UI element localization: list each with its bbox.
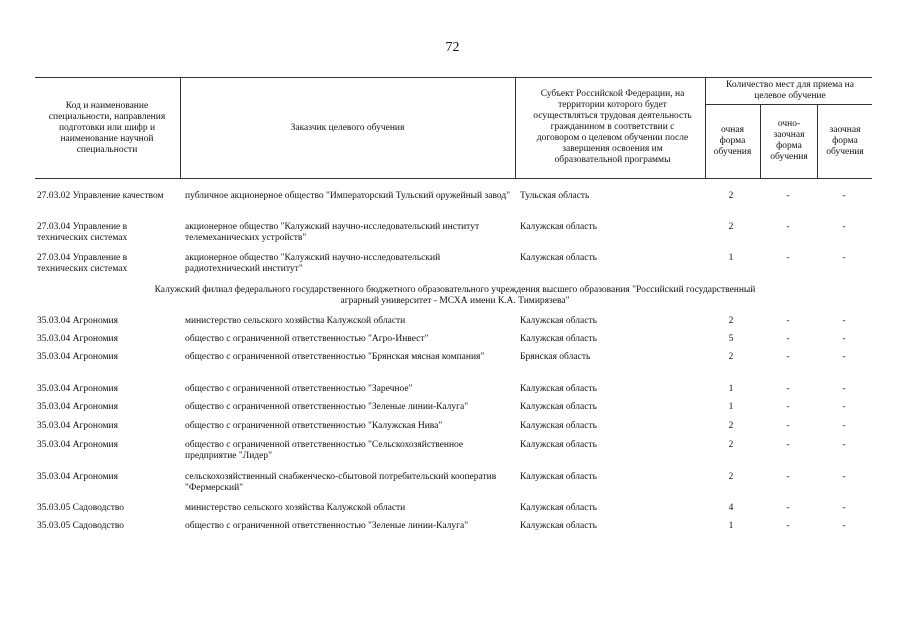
row-fulltime: 1 [728, 253, 734, 263]
row-extramural: - [842, 503, 846, 513]
row-extramural: - [842, 253, 846, 263]
row-mixed: - [786, 253, 790, 263]
row-fulltime: 4 [728, 503, 734, 513]
row-code: 35.03.04 Агрономия [37, 334, 119, 344]
header-extramural [819, 106, 871, 176]
row-fulltime: 2 [728, 421, 734, 431]
row-customer: общество с ограниченной ответственностью "Агро-Инвест" [185, 334, 429, 344]
header-code [37, 80, 177, 176]
row-extramural: - [842, 316, 846, 326]
header-code-text: Код и наименование специальности, направления подготовки или шифр и наименование научной специальности [48, 100, 166, 155]
header-divider [760, 104, 761, 178]
row-subject: Калужская область [520, 334, 597, 344]
row-customer: общество с ограниченной ответственностью "Калужская Нива" [185, 421, 443, 431]
row-extramural: - [842, 421, 846, 431]
row-subject: Калужская область [520, 440, 597, 450]
row-subject: Калужская область [520, 421, 597, 431]
row-fulltime: 2 [728, 352, 734, 362]
row-mixed: - [786, 384, 790, 394]
row-customer: акционерное общество "Калужский научно-исследовательский институт телемеханических устройств" [185, 222, 480, 243]
row-subject: Калужская область [520, 402, 597, 412]
row-mixed: - [786, 521, 790, 531]
row-mixed: - [786, 440, 790, 450]
row-mixed: - [786, 316, 790, 326]
row-fulltime: 1 [728, 521, 734, 531]
row-fulltime: 2 [728, 472, 734, 482]
row-customer: общество с ограниченной ответственностью "Заречное" [185, 384, 413, 394]
row-extramural: - [842, 402, 846, 412]
row-fulltime: 5 [728, 334, 734, 344]
header-subject [530, 78, 695, 177]
row-fulltime: 2 [728, 222, 734, 232]
header-divider [180, 77, 181, 178]
row-fulltime: 2 [728, 191, 734, 201]
row-extramural: - [842, 352, 846, 362]
header-places [715, 78, 865, 103]
places-sub-rule [705, 104, 872, 105]
row-customer: акционерное общество "Калужский научно-исследовательский радиотехнический институт" [185, 253, 441, 274]
row-customer: общество с ограниченной ответственностью "Сельскохозяйственное предприятие "Лидер" [185, 440, 464, 461]
row-mixed: - [786, 402, 790, 412]
row-customer: публичное акционерное общество "Императорский Тульский оружейный завод" [185, 191, 511, 201]
row-code: 35.03.05 Садоводство [37, 521, 125, 531]
row-customer: министерство сельского хозяйства Калужской области [185, 503, 406, 513]
row-extramural: - [842, 440, 846, 450]
row-subject: Калужская область [520, 253, 597, 263]
row-customer: министерство сельского хозяйства Калужской области [185, 316, 406, 326]
row-mixed: - [786, 191, 790, 201]
row-code: 35.03.04 Агрономия [37, 402, 119, 412]
row-subject: Калужская область [520, 222, 597, 232]
row-customer: общество с ограниченной ответственностью "Брянская мясная компания" [185, 352, 485, 362]
row-fulltime: 1 [728, 402, 734, 412]
row-code: 35.03.04 Агрономия [37, 352, 119, 362]
header-mixed [762, 106, 816, 176]
row-code: 35.03.04 Агрономия [37, 421, 119, 431]
row-mixed: - [786, 503, 790, 513]
row-code: 27.03.04 Управление в технических системах [37, 253, 128, 274]
section-title: Калужский филиал федерального государственного бюджетного образовательного учреждения высшего образования "Российский государственный аграрный университет - МСХА имени К.А. Тимирязева" [154, 285, 756, 306]
row-extramural: - [842, 521, 846, 531]
row-code: 35.03.05 Садоводство [37, 503, 125, 513]
row-code: 35.03.04 Агрономия [37, 384, 119, 394]
row-code: 27.03.04 Управление в технических системах [37, 222, 128, 243]
row-code: 35.03.04 Агрономия [37, 316, 119, 326]
header-customer [185, 80, 510, 176]
row-customer: общество с ограниченной ответственностью "Зеленые линии-Калуга" [185, 521, 469, 531]
header-bottom-rule [35, 178, 872, 179]
header-subject-text: Субъект Российской Федерации, на территории которого будет осуществляться трудовая деятельность гражданином в соответствии с договором о целевом обучении после завершения освоения им образовательной программы [533, 89, 692, 165]
row-code: 27.03.02 Управление качеством [37, 191, 164, 201]
row-mixed: - [786, 472, 790, 482]
row-subject: Калужская область [520, 472, 597, 482]
row-fulltime: 2 [728, 440, 734, 450]
row-extramural: - [842, 472, 846, 482]
row-subject: Калужская область [520, 521, 597, 531]
row-subject: Брянская область [520, 352, 591, 362]
header-fulltime [706, 106, 759, 176]
row-subject: Калужская область [520, 384, 597, 394]
row-extramural: - [842, 334, 846, 344]
row-extramural: - [842, 222, 846, 232]
header-divider [515, 77, 516, 178]
row-mixed: - [786, 222, 790, 232]
row-code: 35.03.04 Агрономия [37, 440, 119, 450]
header-fulltime-text: очная форма обучения [713, 124, 752, 157]
row-extramural: - [842, 384, 846, 394]
row-customer: сельскохозяйственный снабженческо-сбытовой потребительский кооператив "Фермерский" [185, 472, 497, 493]
row-mixed: - [786, 334, 790, 344]
row-fulltime: 1 [728, 384, 734, 394]
row-mixed: - [786, 352, 790, 362]
page-number: 72 [445, 40, 460, 55]
header-mixed-text: очно-заочная форма обучения [770, 119, 808, 162]
row-subject: Тульская область [520, 191, 590, 201]
row-mixed: - [786, 421, 790, 431]
header-divider [817, 104, 818, 178]
row-customer: общество с ограниченной ответственностью "Зеленые линии-Калуга" [185, 402, 469, 412]
row-extramural: - [842, 191, 846, 201]
row-subject: Калужская область [520, 316, 597, 326]
header-extramural-text: заочная форма обучения [826, 124, 864, 157]
row-subject: Калужская область [520, 503, 597, 513]
header-places-text: Количество мест для приема на целевое обучение [726, 79, 854, 101]
row-fulltime: 2 [728, 316, 734, 326]
header-customer-text: Заказчик целевого обучения [290, 122, 405, 133]
row-code: 35.03.04 Агрономия [37, 472, 119, 482]
